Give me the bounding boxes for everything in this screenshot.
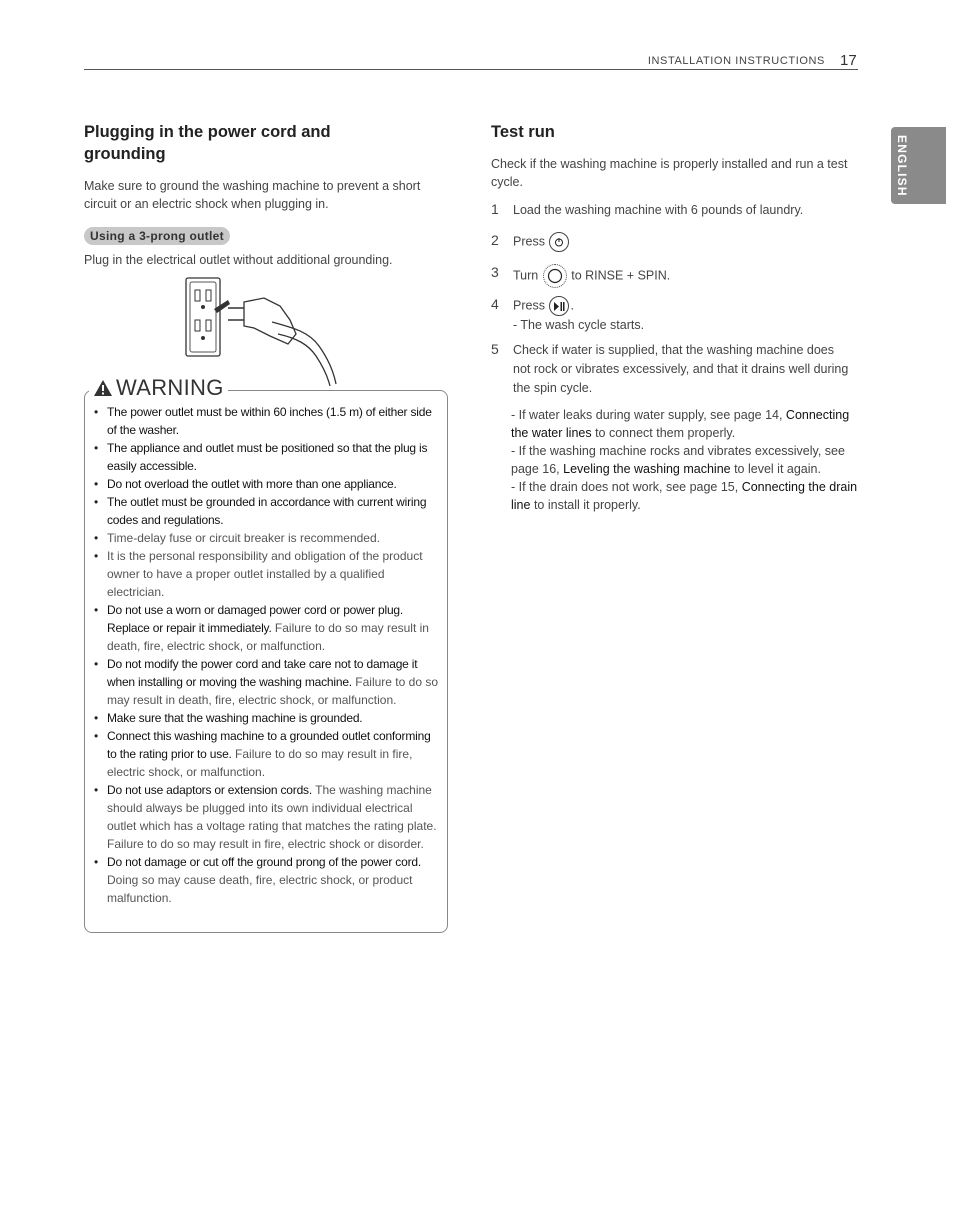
header-divider [84,69,858,70]
test-run-intro: Check if the washing machine is properly installed and run a test cycle. [491,157,848,189]
outlet-instruction: Plug in the electrical outlet without additional grounding. [84,253,393,267]
warning-item: • Do not use a worn or damaged power cord or power plug. Replace or repair it immediately. Failure to do so may result in death, fire, electric shock, or malfunction. [93,601,441,655]
warning-item: • Connect this washing machine to a grounded outlet conforming to the rating prior to use. Failure to do so may result in fire, electric shock, or malfunction. [93,727,441,781]
warning-title: WARNING [116,375,224,400]
power-button-icon [549,232,569,252]
left-column [84,121,454,269]
warning-item: • Do not overload the outlet with more than one appliance. [93,475,441,493]
warning-item: • Make sure that the washing machine is grounded. [93,709,441,727]
cycle-dial-icon [543,264,567,288]
step-5: 5 Check if water is supplied, that the washing machine does not rock or vibrates excessively, and that it drains well during the spin cycle. [491,341,849,395]
section-title-test-run: Test run [491,123,555,141]
warning-item: • The outlet must be grounded in accordance with current wiring codes and regulations. [93,493,441,529]
warning-item: • The power outlet must be within 60 inches (1.5 m) of either side of the washer. [93,403,441,439]
power-cord-intro: Make sure to ground the washing machine to prevent a short circuit or an electric shock when plugging in. [84,179,421,211]
start-pause-icon [549,296,569,316]
right-column [491,121,861,514]
step-3: 3 Turn to RINSE + SPIN. [491,264,861,288]
warning-box [84,375,448,933]
troubleshoot-notes [491,406,861,514]
language-tab [891,127,946,204]
language-tab-label: ENGLISH [895,135,909,197]
warning-item: • It is the personal responsibility and obligation of the product owner to have a proper outlet installed by a qualified electrician. [93,547,441,601]
page-number: 17 [840,52,857,69]
section-title-power-cord: Plugging in the power cord and grounding [84,123,331,163]
test-run-steps [491,201,861,514]
subsection-pill: Using a 3-prong outlet [84,227,230,245]
warning-heading [89,375,228,401]
warning-triangle-icon [93,379,113,397]
warning-item: • Time-delay fuse or circuit breaker is recommended. [93,529,441,547]
outlet-plug-illustration [184,276,354,386]
note-vibration: - If the washing machine rocks and vibrates excessively, see page 16, Leveling the washing machine to level it again. [511,444,845,476]
section-header: INSTALLATION INSTRUCTIONS [647,55,825,67]
warning-list [93,403,441,907]
warning-item: • Do not modify the power cord and take care not to damage it when installing or moving the washing machine. Failure to do so may result in death, fire, electric shock, or malfunction. [93,655,441,709]
note-drain: - If the drain does not work, see page 15, Connecting the drain line to install it properly. [511,480,858,512]
warning-item: • Do not damage or cut off the ground prong of the power cord. Doing so may cause death, fire, electric shock, or product malfunction. [93,853,441,907]
step-4: 4 Press . - The wash cycle starts. [491,296,861,334]
step-1: 1 Load the washing machine with 6 pounds of laundry. [491,201,804,217]
note-water-leak: - If water leaks during water supply, see page 14, Connecting the water lines to connect them properly. [511,408,850,440]
warning-item: • Do not use adaptors or extension cords. The washing machine should always be plugged into its own individual electrical outlet which has a voltage rating that matches the rating plate. Failure to do so may result in fire, electric shock or disorder. [93,781,441,853]
step-2: 2 Press [491,232,861,252]
step-4-note: - The wash cycle starts. [513,318,645,332]
warning-item: • The appliance and outlet must be positioned so that the plug is easily accessible. [93,439,441,475]
